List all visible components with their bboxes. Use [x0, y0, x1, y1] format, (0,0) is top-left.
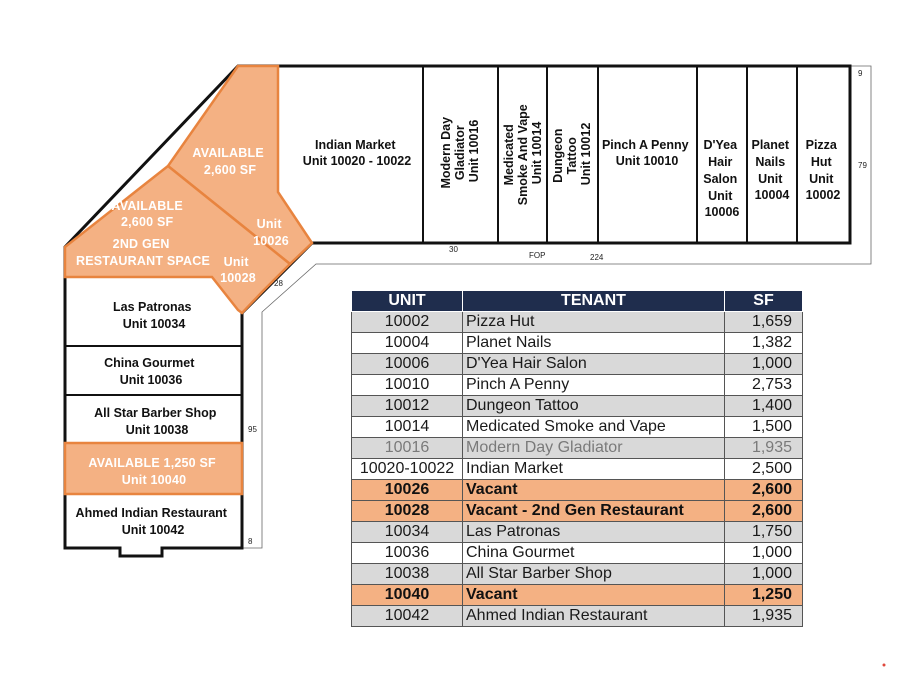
col-header-unit: UNIT [352, 291, 463, 312]
unit-dungeon-label: Dungeon Tattoo Unit 10012 [551, 122, 593, 186]
dim-9: 9 [858, 69, 863, 78]
cell-unit: 10038 [352, 564, 463, 585]
cell-tenant: Las Patronas [463, 522, 725, 543]
cell-tenant: Vacant - 2nd Gen Restaurant [463, 501, 725, 522]
cell-tenant: Planet Nails [463, 333, 725, 354]
cell-tenant: Vacant [463, 585, 725, 606]
cell-tenant: Indian Market [463, 459, 725, 480]
col-header-tenant: TENANT [463, 291, 725, 312]
table-row [352, 375, 803, 396]
table-row [352, 333, 803, 354]
cell-tenant: Ahmed Indian Restaurant [463, 606, 725, 627]
table-row [352, 459, 803, 480]
cell-unit: 10002 [352, 312, 463, 333]
tenant-table [351, 290, 803, 627]
cell-sf: 1,000 [725, 543, 803, 564]
table-row [352, 480, 803, 501]
dim-fop: FOP [529, 251, 546, 260]
cell-sf: 1,250 [725, 585, 803, 606]
tenant-table-body [352, 312, 803, 627]
dim-224: 224 [590, 253, 604, 262]
unit-pinch-label: Pinch A Penny Unit 10010 [601, 138, 689, 168]
unit-10026-label: Unit 10026 [253, 217, 289, 248]
dim-8: 8 [248, 537, 253, 546]
cell-tenant: China Gourmet [463, 543, 725, 564]
tenant-table-header [352, 291, 803, 312]
cell-tenant: Medicated Smoke and Vape [463, 417, 725, 438]
unit-planet-label: Planet Nails Unit 10004 [751, 138, 790, 202]
cell-sf: 1,500 [725, 417, 803, 438]
cell-sf: 2,753 [725, 375, 803, 396]
corner-mark [883, 664, 886, 667]
unit-las-patronas-label: Las Patronas Unit 10034 [113, 300, 192, 331]
cell-sf: 1,935 [725, 438, 803, 459]
cell-sf: 1,000 [725, 354, 803, 375]
cell-sf: 2,500 [725, 459, 803, 480]
unit-pizza-label: Pizza Hut Unit 10002 [805, 138, 841, 202]
cell-unit: 10028 [352, 501, 463, 522]
cell-tenant: Modern Day Gladiator [463, 438, 725, 459]
cell-unit: 10034 [352, 522, 463, 543]
cell-sf: 1,659 [725, 312, 803, 333]
cell-unit: 10036 [352, 543, 463, 564]
cell-sf: 2,600 [725, 501, 803, 522]
dim-79: 79 [858, 161, 867, 170]
cell-unit: 10006 [352, 354, 463, 375]
table-row [352, 501, 803, 522]
cell-sf: 2,600 [725, 480, 803, 501]
unit-10028-label: Unit 10028 [220, 255, 256, 285]
cell-tenant: All Star Barber Shop [463, 564, 725, 585]
table-row [352, 585, 803, 606]
table-row [352, 543, 803, 564]
cell-sf: 1,382 [725, 333, 803, 354]
cell-unit: 10016 [352, 438, 463, 459]
cell-unit: 10026 [352, 480, 463, 501]
unit-medicated-label: Medicated Smoke And Vape Unit 10014 [502, 104, 544, 206]
cell-tenant: D'Yea Hair Salon [463, 354, 725, 375]
table-row [352, 417, 803, 438]
unit-dyea-label: D'Yea Hair Salon Unit 10006 [703, 138, 740, 219]
unit-10040-available-label: AVAILABLE 1,250 SF Unit 10040 [88, 456, 216, 487]
cell-sf: 1,935 [725, 606, 803, 627]
cell-unit: 10010 [352, 375, 463, 396]
cell-sf: 1,750 [725, 522, 803, 543]
cell-tenant: Pinch A Penny [463, 375, 725, 396]
table-row [352, 606, 803, 627]
cell-unit: 10040 [352, 585, 463, 606]
unit-modern-day-label: Modern Day Gladiator Unit 10016 [439, 116, 481, 189]
cell-unit: 10014 [352, 417, 463, 438]
unit-china-gourmet-label: China Gourmet Unit 10036 [104, 356, 195, 387]
unit-ahmed-label: Ahmed Indian Restaurant Unit 10042 [75, 506, 227, 537]
table-row [352, 312, 803, 333]
cell-sf: 1,000 [725, 564, 803, 585]
cell-tenant: Pizza Hut [463, 312, 725, 333]
table-row [352, 522, 803, 543]
table-row [352, 354, 803, 375]
table-row [352, 438, 803, 459]
cell-sf: 1,400 [725, 396, 803, 417]
dim-95: 95 [248, 425, 257, 434]
col-header-sf: SF [725, 291, 803, 312]
cell-tenant: Dungeon Tattoo [463, 396, 725, 417]
cell-unit: 10042 [352, 606, 463, 627]
cell-unit: 10020-10022 [352, 459, 463, 480]
cell-tenant: Vacant [463, 480, 725, 501]
unit-indian-market-label: Indian Market Unit 10020 - 10022 [302, 138, 412, 168]
cell-unit: 10004 [352, 333, 463, 354]
unit-all-star-label: All Star Barber Shop Unit 10038 [94, 406, 217, 437]
unit-10028-available-label: AVAILABLE 2,600 SF 2ND GEN RESTAURANT SPACE [76, 199, 210, 268]
dim-30: 30 [449, 245, 458, 254]
cell-unit: 10012 [352, 396, 463, 417]
unit-10026-available-label: AVAILABLE 2,600 SF [192, 146, 264, 177]
table-row [352, 564, 803, 585]
table-row [352, 396, 803, 417]
dim-28: 28 [274, 279, 283, 288]
